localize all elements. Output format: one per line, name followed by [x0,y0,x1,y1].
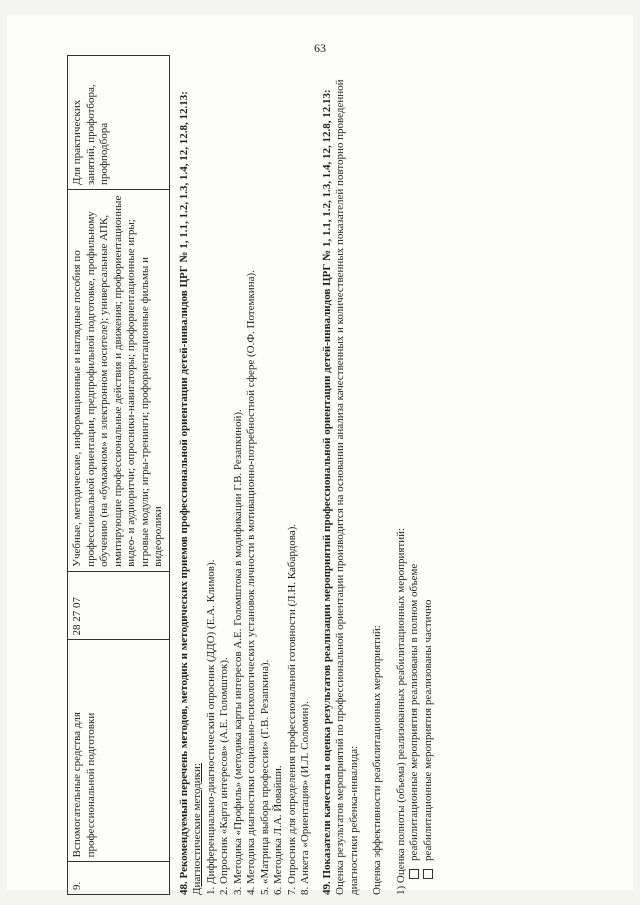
checkbox-label: реабилитационные мероприятия реализованы в полном объеме [408,563,420,861]
equipment-table [67,55,170,895]
section-49-paragraph: Оценка результатов мероприятий по профессиональной ориентации производится на основании анализа качественных и количественных показателей повторно проведенной диагностики ребенка-инвалида: [334,79,360,895]
list-item: 8. Анкета «Ориентация» (И.Л. Соломин). [299,701,311,895]
table-row [68,56,170,895]
rotated-content [67,55,497,895]
checkbox-row [422,55,436,895]
checkbox-icon [409,869,419,879]
list-item: 5. «Матрица выбора профессии» (Г.В. Резапкина). [258,659,271,895]
section-48-heading: 48. Рекомендуемый перечень методов, методик и методических приемов профессиональной ориентации детей-инвалидов ЦРГ № 1, 1.1, 1.2, 1.3, 1.4, 12, 12.8, 12.13: [177,91,190,895]
section-49-heading: 49. Показатели качества и оценка результатов реализации мероприятий профессиональной ориентации детей-инвалидов ЦРГ № 1, 1.1, 1.2, 1.3, 1.4, 12, 12.8, 12.13: [320,89,333,895]
section-49 [321,55,436,895]
list-item: 3. Методика «Профиль» (методика карты интересов А.Е. Голомштока в модификации Г.В. Резапкиной). [231,409,244,895]
cell-description: Учебные, методические, информационные и наглядные пособия по профессиональной ориентации, предпрофильной подготовке, профильному обучению (на «бумажном» и электронном носителе); универсальные АПК, имитирующие профессиональные действия и движения; профориентационные видео- и аудиоритчи; опросники-навигаторы; профориентационные игры; игровые модули; игры-тренинги; профориентационные фильмы и видеоролики [68,190,170,572]
completeness-item: 1) Оценка полноты (объема) реализованных реабилитационных мероприятий: [394,527,407,895]
section-48 [178,55,313,895]
list-item: 2. Опросник «Карта интересов» (А.Е. Голомшток). [218,657,230,895]
list-item: 6. Методика Л.А. Йовайши. [272,765,284,895]
list-item: 4. Методика диагностики социально-психологических установок личности в мотивационно-потребностной сфере (О.Ф. Потемкина). [245,270,257,895]
cell-code: 28 27 07 [68,571,170,640]
effectiveness-label: Оценка эффективности реабилитационных мероприятий: [371,625,383,895]
list-item: 7. Опросник для определения профессиональной готовности (Л.Н. Кабардова). [285,523,298,895]
checkbox-row [408,55,422,895]
scanned-page [7,15,633,895]
cell-name: Вспомогательные средства для профессиональной подготовки [68,640,170,862]
checkbox-label: реабилитационные мероприятия реализованы частично [421,599,434,861]
methods-list [205,55,313,895]
diagnostic-methods-subheading: Диагностические методики: [191,763,203,895]
page-number: 63 [314,41,326,55]
cell-number: 9. [68,862,170,895]
list-item: 1. Дифференциально-диагностический опросник (ДДО) (Е.А. Климов). [204,559,217,895]
cell-purpose: Для практических занятий, профотбора, профподбора [68,56,170,190]
checkbox-icon [423,869,433,879]
